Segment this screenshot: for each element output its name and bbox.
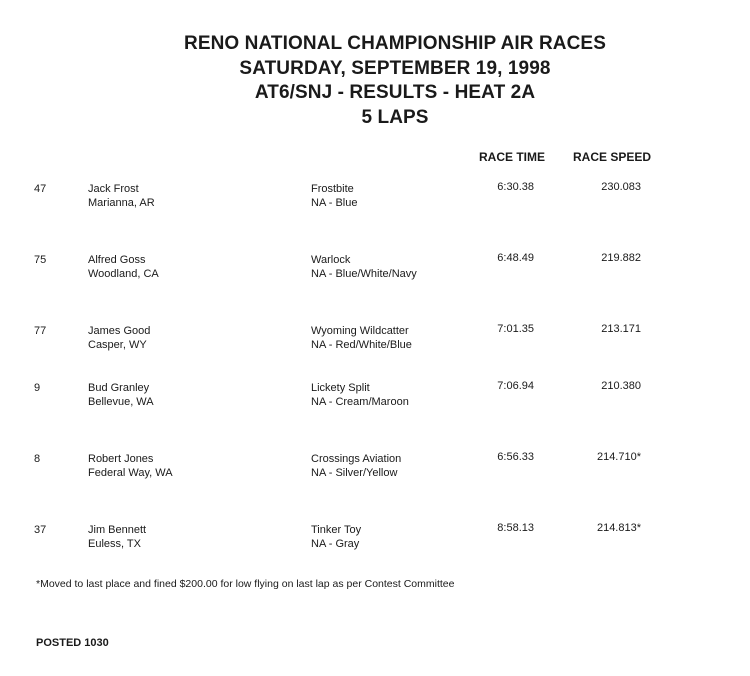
race-time: 7:01.35 — [497, 323, 534, 335]
race-speed: 214.710* — [596, 451, 641, 463]
pilot-name: James Good — [88, 325, 151, 337]
plane-name: Lickety Split — [311, 382, 370, 394]
pilot-name: Alfred Goss — [88, 254, 146, 266]
plane-name: Warlock — [311, 254, 351, 266]
race-number: 37 — [34, 524, 47, 536]
pilot-hometown: Marianna, AR — [88, 197, 155, 209]
pilot-name: Jim Bennett — [88, 524, 147, 536]
race-time: 6:48.49 — [497, 252, 534, 264]
race-time: 7:06.94 — [497, 380, 534, 392]
plane-details: NA - Cream/Maroon — [311, 396, 409, 408]
plane-details: NA - Gray — [311, 538, 360, 550]
pilot-hometown: Federal Way, WA — [88, 467, 173, 479]
race-time: 6:30.38 — [497, 181, 534, 193]
plane-details: NA - Blue — [311, 197, 358, 209]
footnote: *Moved to last place and fined $200.00 for low flying on last lap as per Contest Committee — [36, 578, 455, 590]
race-number: 47 — [34, 183, 47, 195]
race-speed: 214.813* — [596, 522, 641, 534]
race-number: 77 — [34, 325, 47, 337]
pilot-info — [88, 523, 146, 551]
plane-info — [311, 523, 361, 551]
posted-note: POSTED 1030 — [36, 637, 109, 649]
plane-details: NA - Blue/White/Navy — [311, 268, 417, 280]
pilot-info — [88, 253, 159, 281]
plane-name: Crossings Aviation — [311, 453, 402, 465]
pilot-hometown: Casper, WY — [88, 339, 147, 351]
pilot-info — [88, 182, 155, 210]
race-number: 75 — [34, 254, 47, 266]
plane-name: Tinker Toy — [311, 524, 362, 536]
plane-info — [311, 253, 417, 281]
plane-info — [311, 381, 409, 409]
race-speed: 210.380 — [601, 380, 641, 392]
pilot-hometown: Bellevue, WA — [88, 396, 154, 408]
pilot-name: Jack Frost — [88, 183, 139, 195]
race-time: 6:56.33 — [497, 451, 534, 463]
plane-details: NA - Red/White/Blue — [311, 339, 412, 351]
header-race-speed: RACE SPEED — [573, 150, 652, 164]
race-number: 9 — [34, 382, 41, 394]
pilot-info — [88, 381, 154, 409]
race-speed: 219.882 — [601, 252, 641, 264]
pilot-name: Robert Jones — [88, 453, 154, 465]
plane-info — [311, 324, 412, 352]
race-speed: 230.083 — [601, 181, 641, 193]
title-event: RENO NATIONAL CHAMPIONSHIP AIR RACES — [184, 33, 606, 54]
plane-details: NA - Silver/Yellow — [311, 467, 398, 479]
pilot-info — [88, 452, 173, 480]
title-laps: 5 LAPS — [361, 106, 429, 128]
race-time: 8:58.13 — [497, 522, 534, 534]
pilot-name: Bud Granley — [88, 382, 150, 394]
plane-name: Frostbite — [311, 183, 354, 195]
plane-info — [311, 452, 401, 480]
title-date: SATURDAY, SEPTEMBER 19, 1998 — [239, 57, 551, 79]
pilot-info — [88, 324, 150, 352]
plane-info — [311, 182, 357, 210]
header-race-time: RACE TIME — [479, 150, 545, 164]
title-heat: AT6/SNJ - RESULTS - HEAT 2A — [254, 82, 536, 103]
race-speed: 213.171 — [601, 323, 641, 335]
document-title — [0, 32, 750, 130]
pilot-hometown: Euless, TX — [88, 538, 141, 550]
race-number: 8 — [34, 453, 41, 465]
plane-name: Wyoming Wildcatter — [311, 325, 409, 337]
pilot-hometown: Woodland, CA — [88, 268, 159, 280]
